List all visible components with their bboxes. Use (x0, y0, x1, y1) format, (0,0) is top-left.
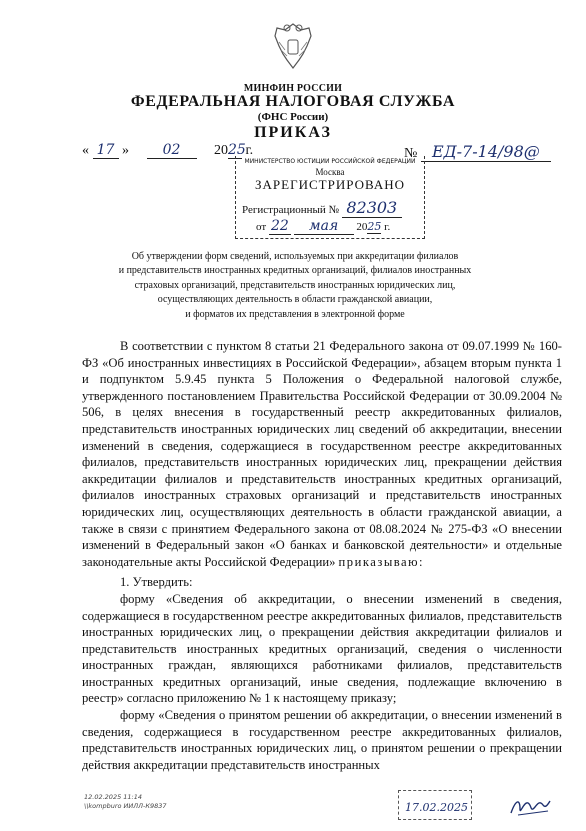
stamp-date-year-suffix: 25 (367, 220, 382, 233)
stamp-reg-line (242, 198, 402, 218)
signature-icon (508, 795, 552, 819)
stamp-date-year-prefix: 20 (356, 221, 368, 233)
stamp-reg-number: 82303 (342, 198, 402, 218)
item-1-heading: 1. Утвердить: (120, 575, 193, 590)
directive-text: приказываю: (338, 554, 425, 569)
order-year-prefix: 20 (214, 143, 228, 158)
preamble-text: В соответствии с пунктом 8 статьи 21 Федерального закона от 09.07.1999 № 160-ФЗ «Об иностранных инвестициях в Российской Федерации», абзацем вторым пункта 1 и подпунктом 5.9.45 пункта 5 Положения о Федеральной налоговой службе, утвержденного постановлением Правительства Российской Федерации от 30.09.2004 № 506, в целях внесения в государственный реестр аккредитованных филиалов, представительств иностранных юридических лиц сведений об аккредитации, внесении изменений в сведения, содержащиеся в государственном реестре аккредитованных филиалов, представительств иностранных юридических лиц, прекращении действия аккредитации филиалов и представительств иностранных кредитных организаций, филиалов иностранных страховых организаций и представительств иностранных юридических лиц, осуществляющих деятельность в области гражданской авиации, а также в связи с принятием Федерального закона от 08.08.2024 № 275-ФЗ «О внесении изменений в Федеральный закон «О банках и банковской деятельности» и отдельные законодательные акты Российской Федерации» (82, 339, 562, 569)
stamp-date-line (256, 218, 390, 235)
title-line: Об утверждении форм сведений, используемых при аккредитации филиалов (131, 251, 459, 262)
order-number (404, 142, 551, 162)
document-body (82, 338, 562, 773)
stamp-ministry: МИНИСТЕРСТВО ЮСТИЦИИ РОССИЙСКОЙ ФЕДЕРАЦИИ (244, 158, 416, 165)
document-type: ПРИКАЗ (254, 124, 332, 141)
order-number-label: № (404, 146, 418, 161)
order-year-unit: г. (245, 143, 254, 158)
stamp-date-day: 22 (269, 218, 291, 235)
order-year-suffix: 25 (228, 142, 246, 158)
preamble-paragraph (82, 338, 562, 570)
stamp-date-prefix: от (256, 221, 267, 233)
date-quote-close: » (122, 143, 129, 158)
print-file-path: \\kompburo ИИЛЛ-К9837 (84, 802, 167, 810)
ministry-name: МИНФИН РОССИИ (243, 83, 343, 94)
service-abbreviation: (ФНС России) (257, 111, 329, 123)
title-line: и форматов их представления в электронной форме (185, 308, 405, 320)
order-day: 17 (93, 142, 119, 159)
approval-stamp-date: 17.02.2025 (405, 801, 468, 814)
order-date (82, 142, 253, 159)
order-number-value: ЕД-7-14/98@ (421, 142, 551, 162)
service-name: ФЕДЕРАЛЬНАЯ НАЛОГОВАЯ СЛУЖБА (130, 93, 456, 110)
document-title (90, 250, 500, 322)
title-line: и представительств иностранных кредитных организаций, филиалов иностранных (118, 265, 472, 277)
registration-stamp (235, 156, 425, 239)
print-timestamp: 12.02.2025 11:14 (84, 793, 143, 801)
stamp-reg-label: Регистрационный № (242, 204, 340, 216)
stamp-title: ЗАРЕГИСТРИРОВАНО (255, 177, 405, 192)
date-quote-open: « (82, 143, 89, 158)
stamp-date-month: мая (294, 218, 354, 235)
form-2-paragraph: форму «Сведения о принятом решении об аккредитации, о внесении изменений в сведения, содержащиеся в государственном реестре аккредитованных филиалов, представительств иностранных юридических лиц, о принятом решении о прекращении действия аккредитации представительств иностранных (82, 708, 562, 772)
state-emblem-icon (271, 20, 315, 72)
stamp-date-year-unit: г. (384, 221, 391, 233)
print-footer (84, 793, 167, 811)
approval-stamp (398, 790, 472, 820)
form-1-paragraph: форму «Сведения об аккредитации, о внесении изменений в сведения, содержащиеся в государственном реестре аккредитованных филиалов, представительств иностранных юридических лиц, о прекращении действия аккредитации филиалов и представительств иностранных кредитных организаций, сведения о численности иностранных граждан, являющихся работниками филиалов, представительств иностранных кредитных организаций, иные сведения, подлежащие включению в реестр» согласно приложению № 1 к настоящему приказу; (82, 591, 562, 706)
title-line: страховых организаций, представительств иностранных юридических лиц, (134, 279, 456, 291)
title-line: осуществляющих деятельность в области гражданской авиации, (157, 294, 433, 306)
stamp-city: Москва (315, 167, 345, 177)
order-month: 02 (147, 142, 197, 159)
